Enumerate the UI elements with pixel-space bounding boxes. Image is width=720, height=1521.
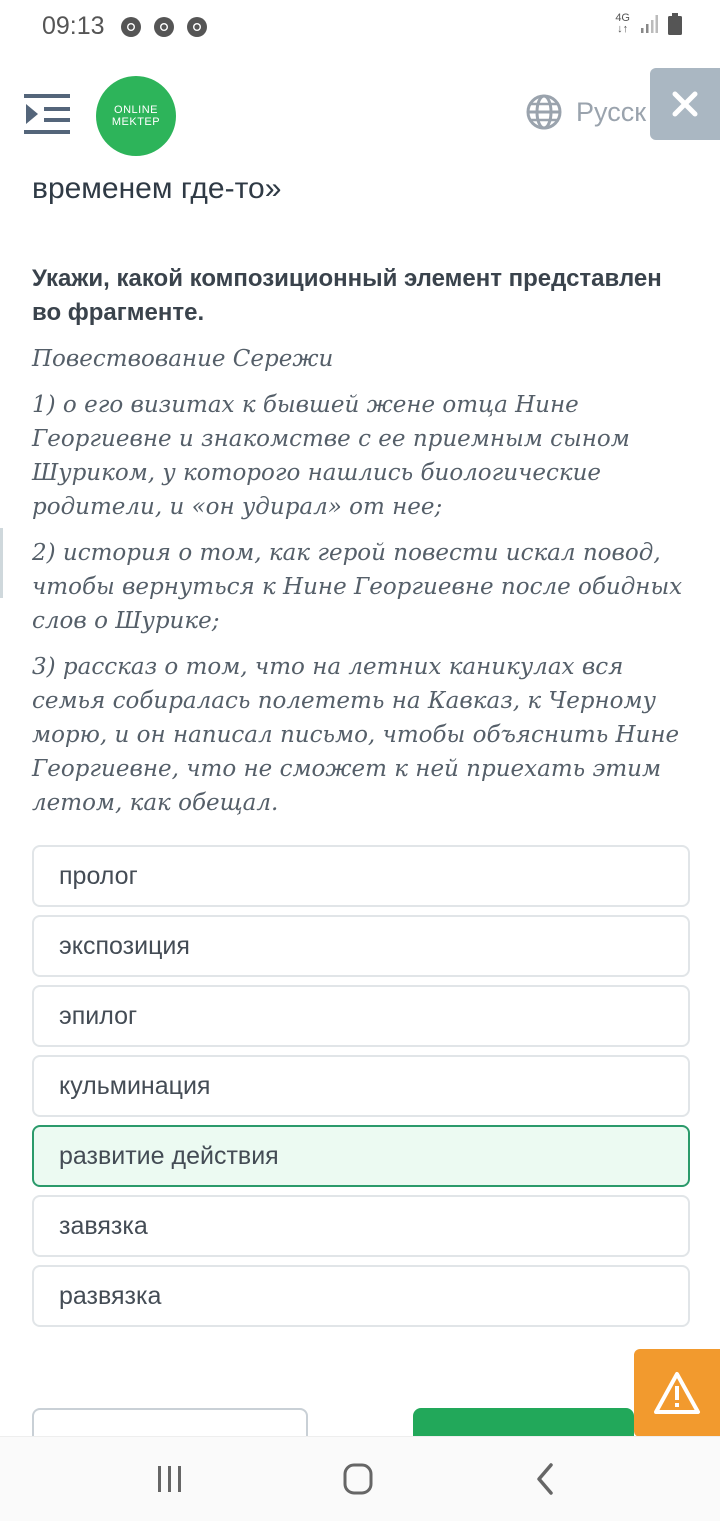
answer-option-exposition[interactable]: экспозиция xyxy=(32,915,690,977)
question-text: Укажи, какой композиционный элемент представлен во фрагменте. xyxy=(32,265,662,326)
recent-apps-icon[interactable] xyxy=(148,1461,192,1497)
item-text: ) рассказ о том, что на летних каникулах вся семья собиралась полететь на Кавказ, к Черному морю, и он написал письмо, чтобы объяснить Нине Георгиевне, что не сможет к ней приехать этим летом, как обещал. xyxy=(32,654,680,816)
network-indicator xyxy=(615,13,630,35)
close-button[interactable] xyxy=(650,68,720,140)
language-selector[interactable] xyxy=(526,94,646,130)
menu-icon[interactable] xyxy=(24,92,72,136)
answer-option-climax[interactable]: кульминация xyxy=(32,1055,690,1117)
fragment-subtitle: Повествование Сережи xyxy=(32,346,334,372)
chrome-icon xyxy=(120,16,142,38)
status-indicators xyxy=(615,13,682,35)
close-icon xyxy=(672,91,698,117)
chrome-icon xyxy=(153,16,175,38)
fragment-item-2 xyxy=(32,536,692,638)
data-arrows-icon: ↓↑ xyxy=(617,23,629,35)
answer-option-exposition-start[interactable]: завязка xyxy=(32,1195,690,1257)
logo-line-2: MEKTEP xyxy=(111,116,161,128)
network-type: 4G xyxy=(615,12,630,24)
language-label: Русск xyxy=(576,96,647,127)
item-number: 3 xyxy=(32,654,47,680)
online-mektep-logo[interactable] xyxy=(96,76,176,156)
answer-option-prologue[interactable]: пролог xyxy=(32,845,690,907)
report-problem-button[interactable] xyxy=(634,1349,720,1437)
item-text: ) о его визитах к бывшей жене отца Нине Георгиевне и знакомстве с ее приемным сыном Шуриком, у которого нашлись биологические родители, и «он удирал» от нее; xyxy=(32,392,630,520)
item-number: 1 xyxy=(32,392,47,418)
system-navigation-bar xyxy=(0,1436,720,1521)
item-text: ) история о том, как герой повести искал повод, чтобы вернуться к Нине Георгиевне после обидных слов о Шурике; xyxy=(32,540,683,634)
status-bar xyxy=(0,0,720,56)
side-marker xyxy=(0,528,3,598)
item-number: 2 xyxy=(32,540,47,566)
globe-icon xyxy=(526,94,562,130)
previous-text-fragment: временем где-то» xyxy=(32,172,282,205)
answer-option-epilogue[interactable]: эпилог xyxy=(32,985,690,1047)
question-content xyxy=(32,166,692,820)
chrome-icon xyxy=(186,16,208,38)
back-icon[interactable] xyxy=(524,1461,568,1497)
fragment-item-3 xyxy=(32,650,692,820)
status-time: 09:13 xyxy=(42,12,105,40)
answer-option-development[interactable]: развитие действия xyxy=(32,1125,690,1187)
answer-option-denouement[interactable]: развязка xyxy=(32,1265,690,1327)
warning-icon xyxy=(653,1371,701,1415)
home-icon[interactable] xyxy=(336,1461,380,1497)
fragment-item-1 xyxy=(32,388,692,524)
logo-line-1: ONLINE xyxy=(114,104,158,116)
battery-icon xyxy=(668,13,682,35)
answer-options xyxy=(32,845,690,1335)
signal-icon xyxy=(640,14,658,34)
app-header xyxy=(0,56,720,176)
